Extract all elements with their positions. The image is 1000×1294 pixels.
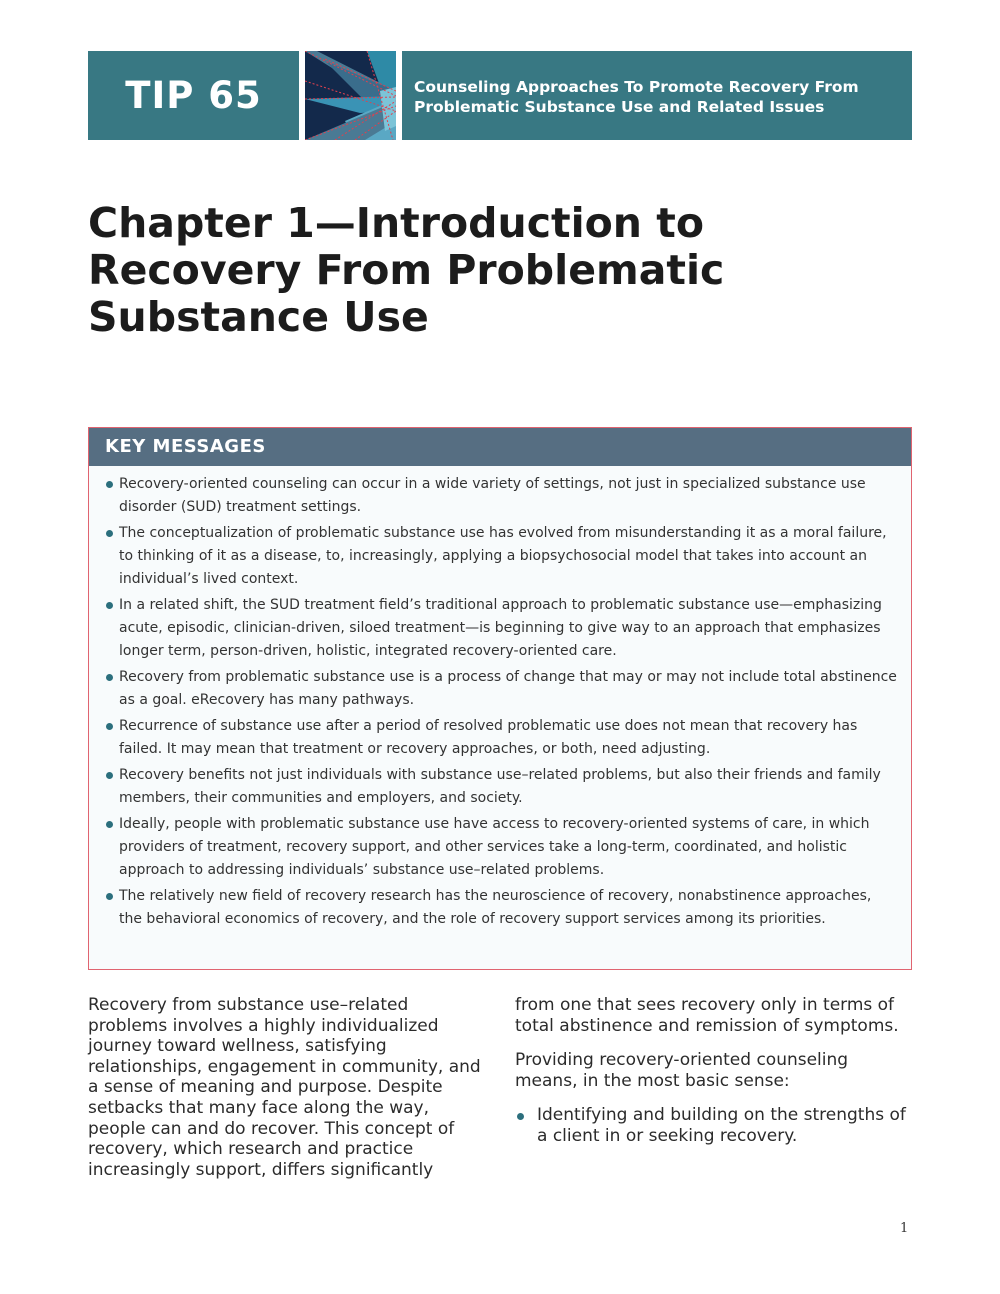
publication-title-banner — [402, 51, 912, 140]
bullet-icon — [106, 602, 113, 609]
bullet-icon — [517, 1113, 524, 1120]
publication-title-line-1: Counseling Approaches To Promote Recovery From — [414, 78, 859, 96]
key-message-item: Ideally, people with problematic substance use have access to recovery-oriented systems of care, in which providers of treatment, recovery support, and other services take a long-term, coordinated, and holistic approach to addressing individuals’ substance use–related problems. — [105, 813, 897, 882]
body-column-left — [88, 995, 488, 1194]
tip-number-banner — [88, 51, 299, 140]
body-paragraph: Providing recovery-oriented counseling means, in the most basic sense: — [515, 1050, 849, 1091]
body-bullet-item: Identifying and building on the strengths of a client in or seeking recovery. — [515, 1105, 915, 1146]
body-bullet-list — [515, 1105, 915, 1146]
bullet-icon — [106, 821, 113, 828]
body-column-right — [515, 995, 915, 1147]
abstract-starburst-icon — [305, 51, 396, 140]
bullet-icon — [106, 772, 113, 779]
chapter-title: Chapter 1—Introduction to Recovery From Problematic Substance Use — [88, 199, 725, 341]
page-number: 1 — [900, 1221, 909, 1236]
bullet-icon — [106, 893, 113, 900]
key-message-item: Recovery from problematic substance use is a process of change that may or may not include total abstinence as a goal. eRecovery has many pathways. — [105, 666, 897, 712]
key-message-item: Recurrence of substance use after a period of resolved problematic use does not mean that recovery has failed. It may mean that treatment or recovery approaches, or both, need adjusting. — [105, 715, 897, 761]
key-message-item: Recovery benefits not just individuals with substance use–related problems, but also their friends and family members, their communities and employers, and society. — [105, 764, 897, 810]
key-messages-box — [88, 427, 912, 970]
bullet-icon — [106, 674, 113, 681]
tip-label: TIP 65 — [125, 74, 262, 117]
bullet-icon — [106, 530, 113, 537]
key-message-item: The conceptualization of problematic substance use has evolved from misunderstanding it as a moral failure, to thinking of it as a disease, to, increasingly, applying a biopsychosocial model that takes into account an individual’s lived context. — [105, 522, 897, 591]
key-message-item: In a related shift, the SUD treatment field’s traditional approach to problematic substance use—emphasizing acute, episodic, clinician-driven, siloed treatment—is beginning to give way to an approach that emphasizes longer term, person-driven, holistic, integrated recovery-oriented care. — [105, 594, 897, 663]
body-paragraph: from one that sees recovery only in terms of total abstinence and remission of symptoms. — [515, 995, 899, 1036]
bullet-icon — [106, 723, 113, 730]
bullet-icon — [106, 481, 113, 488]
key-messages-heading: KEY MESSAGES — [105, 436, 266, 457]
key-messages-header — [89, 428, 911, 466]
body-paragraph: Recovery from substance use–related problems involves a highly individualized journey toward wellness, satisfying relationships, engagement in community, and a sense of meaning and purpose. Despite setbacks that many face along the way, people can and do recover. This concept of recovery, which research and practice increasingly support, differs significantly — [88, 995, 481, 1180]
key-messages-list — [89, 466, 911, 931]
key-message-item: The relatively new field of recovery research has the neuroscience of recovery, nonabstinence approaches, the behavioral economics of recovery, and the role of recovery support services among its priorities. — [105, 885, 897, 931]
key-message-item: Recovery-oriented counseling can occur in a wide variety of settings, not just in specialized substance use disorder (SUD) treatment settings. — [105, 473, 897, 519]
publication-title-line-2: Problematic Substance Use and Related Issues — [414, 98, 825, 116]
